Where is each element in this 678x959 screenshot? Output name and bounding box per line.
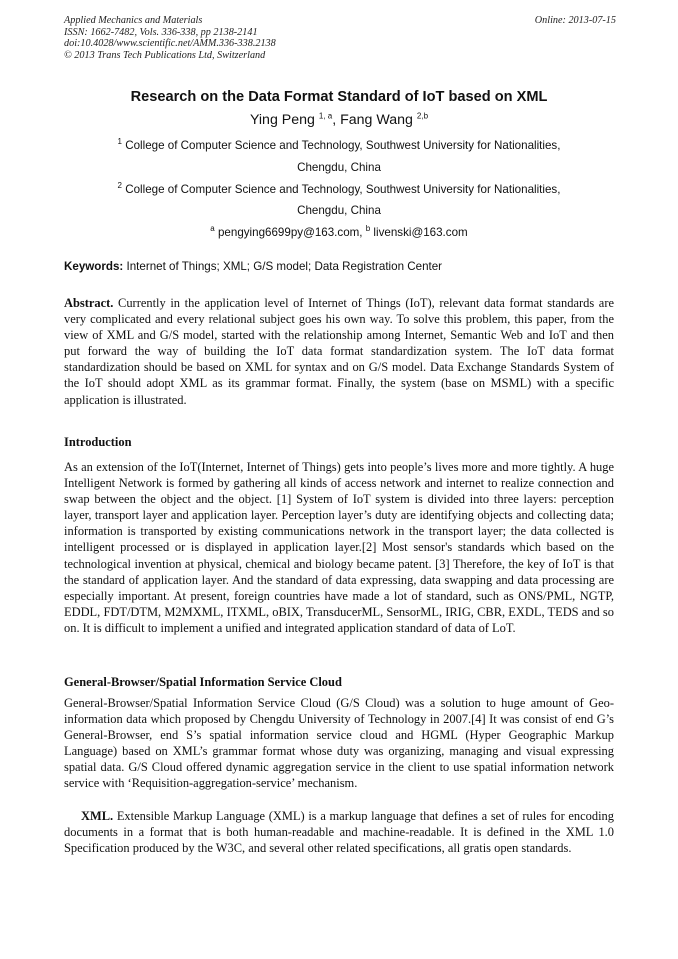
copyright-line: © 2013 Trans Tech Publications Ltd, Switzerland <box>64 49 266 61</box>
affiliation-1 <box>64 135 614 157</box>
email-a: pengying6699py@163.com, <box>214 226 366 240</box>
email-a-sup: a <box>210 224 215 234</box>
author-line <box>64 111 614 129</box>
email-b-sup: b <box>365 224 371 234</box>
keywords-label: Keywords: <box>64 260 124 273</box>
xml-paragraph <box>64 808 614 856</box>
abstract-text: Currently in the application level of Internet of Things (IoT), relevant data format standards are very complicated and every relational subject goes his own way. To solve this problem, this paper, from the view of XML and G/S model, started with the relationship among Internet, Semantic Web and IoT and then put forward the way of building the IoT data format standardization system. The IoT data format standardization should be based on XML for syntax and on G/S model. Data Exchange Standards System of the IoT should adopt XML as its grammar format. Finally, the system (base on MSML) with a specific application is illustrated. <box>64 296 614 407</box>
author-1-affil: 1, a <box>318 111 333 121</box>
abstract-label: Abstract. <box>64 296 114 310</box>
keywords-list: Internet of Things; XML; G/S model; Data Registration Center <box>123 260 443 273</box>
affiliation-2-line1: College of Computer Science and Technology, Southwest University for Nationalities, <box>122 182 561 196</box>
introduction-text: As an extension of the IoT(Internet, Internet of Things) gets into people’s lives more and more tightly. A huge Intelligent Network is formed by gathering all kinds of access network and internet to realize connection and swap between the object and the object. [1] System of IoT system is divided into three layers: perception layer, transport layer and application layer. Perception layer’s duty are identifying objects and collecting data; information is transported by existing communications network in the transport layer; the data collected is intelligent processed or is displayed in application layer.[2] Most sensor's standards which based on the technological invention at physical, chemical and biology became patent. [3] Therefore, the key of IoT is that the standard of application layer. And the standard of data expressing, data swapping and data processing are especially important. At present, foreign countries have made a lot of standard, such as ONS/PML, NGTP, EDDL, FDT/DTM, M2MXML, ITXML, oBIX, TransducerML, SensorML, IRIG, CBR, EXDL, TEDS and so on. It is difficult to implement a unified and integrated application standard of data of LoT. <box>64 460 614 635</box>
affiliation-1-city: Chengdu, China <box>297 160 381 174</box>
journal-name: Applied Mechanics and Materials <box>64 15 203 26</box>
introduction-heading: Introduction <box>64 435 132 449</box>
affiliation-1-line1: College of Computer Science and Technology, Southwest University for Nationalities, <box>122 139 561 152</box>
xml-text: Extensible Markup Language (XML) is a markup language that defines a set of rules for encoding documents in a format that is both human-readable and machine-readable. It is defined in the XML 1.0 Specification produced by the W3C, and several other related specifications, all gratis open standards. <box>64 809 614 856</box>
affiliations <box>64 135 614 244</box>
issn-line: ISSN: 1662-7482, Vols. 336-338, pp 2138-2141 <box>64 26 258 38</box>
email-b: livenski@163.com <box>370 226 468 240</box>
affiliation-2 <box>64 179 614 201</box>
gs-cloud-heading: General-Browser/Spatial Information Service Cloud <box>64 675 342 689</box>
affiliation-2-sup: 2 <box>117 180 122 190</box>
author-2-affil: 2,b <box>416 111 429 121</box>
email-line <box>64 222 614 244</box>
abstract <box>64 295 614 408</box>
xml-label: XML. <box>81 809 114 823</box>
keywords <box>64 259 616 275</box>
author-separator: , <box>332 112 341 128</box>
author-1: Ying Peng <box>249 112 315 128</box>
online-date: Online: 2013-07-15 <box>534 15 616 26</box>
affiliation-2-city: Chengdu, China <box>297 204 381 218</box>
author-2: Fang Wang <box>340 112 413 128</box>
affiliation-1-sup: 1 <box>117 137 122 147</box>
gs-cloud-text: General-Browser/Spatial Information Service Cloud (G/S Cloud) was a solution to huge amount of Geo-information data which proposed by Chengdu University of Technology in 2007.[4] It was consist of end G’s General-Browser, end S’s spatial information service cloud and HGML (Hyper Geographic Markup Language) based on XML’s grammar format whose duty was organizing, managing and visual expressing spatial data. G/S Cloud offered dynamic aggregation service in the client to use spatial information network service with ‘Requisition-aggregation-service’ mechanism. <box>64 696 614 791</box>
paper-title: Research on the Data Format Standard of IoT based on XML <box>130 89 548 105</box>
journal-header <box>64 15 616 61</box>
doi-line: doi:10.4028/www.scientific.net/AMM.336-338.2138 <box>64 38 276 50</box>
